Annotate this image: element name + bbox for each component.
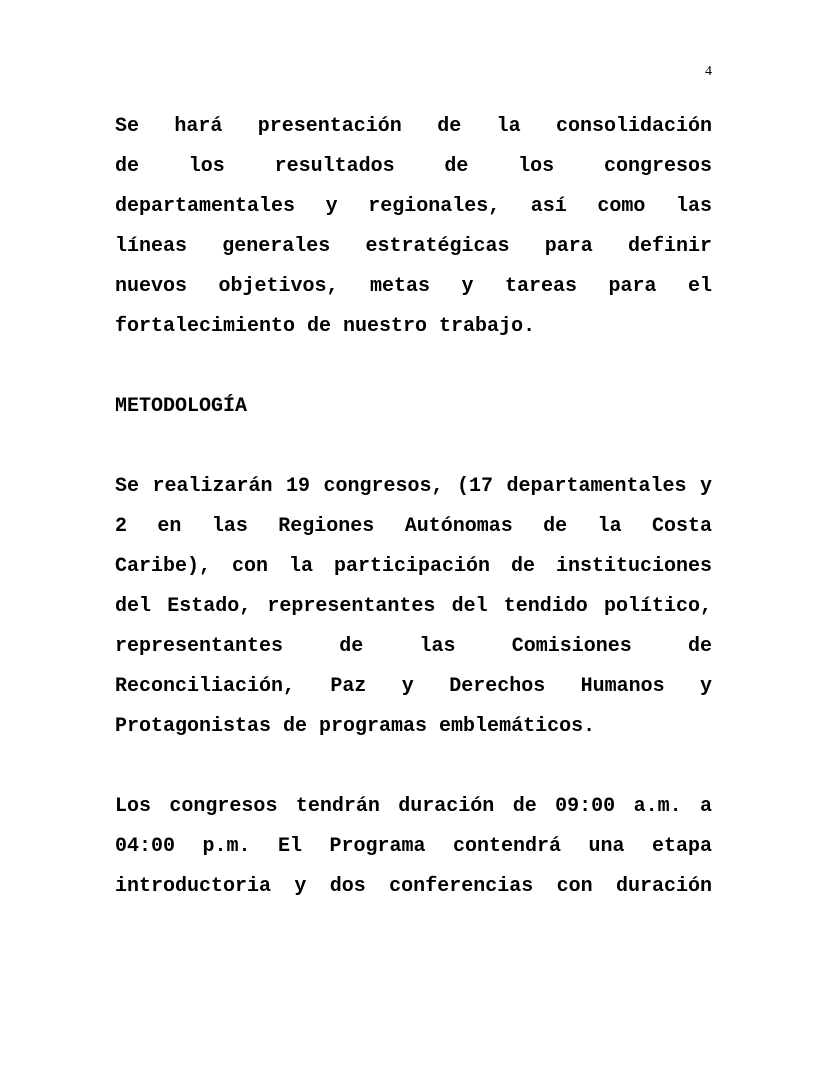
text-line: 2 en las Regiones Autónomas de la Costa <box>115 515 712 538</box>
text-line: de los resultados de los congresos <box>115 155 712 178</box>
text-line: representantes de las Comisiones de <box>115 635 712 658</box>
text-line: introductoria y dos conferencias con duración <box>115 875 712 898</box>
paragraph-schedule <box>115 787 712 907</box>
section-heading-methodology: METODOLOGÍA <box>115 395 248 418</box>
text-line: Protagonistas de programas emblemáticos. <box>115 715 596 738</box>
paragraph-methodology <box>115 467 712 747</box>
text-line: departamentales y regionales, así como las <box>115 195 712 218</box>
document-body <box>115 107 712 907</box>
text-line: Se hará presentación de la consolidación <box>115 115 712 138</box>
text-line: Los congresos tendrán duración de 09:00 a.m. a <box>115 795 712 818</box>
page-number: 4 <box>705 64 712 79</box>
text-line: Caribe), con la participación de instituciones <box>115 555 712 578</box>
text-line: Se realizarán 19 congresos, (17 departamentales y <box>115 475 712 498</box>
text-line: 04:00 p.m. El Programa contendrá una etapa <box>115 835 712 858</box>
text-line: fortalecimiento de nuestro trabajo. <box>115 315 536 338</box>
text-line: nuevos objetivos, metas y tareas para el <box>115 275 712 298</box>
text-line: del Estado, representantes del tendido político, <box>115 595 712 618</box>
paragraph-introduction <box>115 107 712 347</box>
text-line: líneas generales estratégicas para definir <box>115 235 712 258</box>
text-line: Reconciliación, Paz y Derechos Humanos y <box>115 675 712 698</box>
